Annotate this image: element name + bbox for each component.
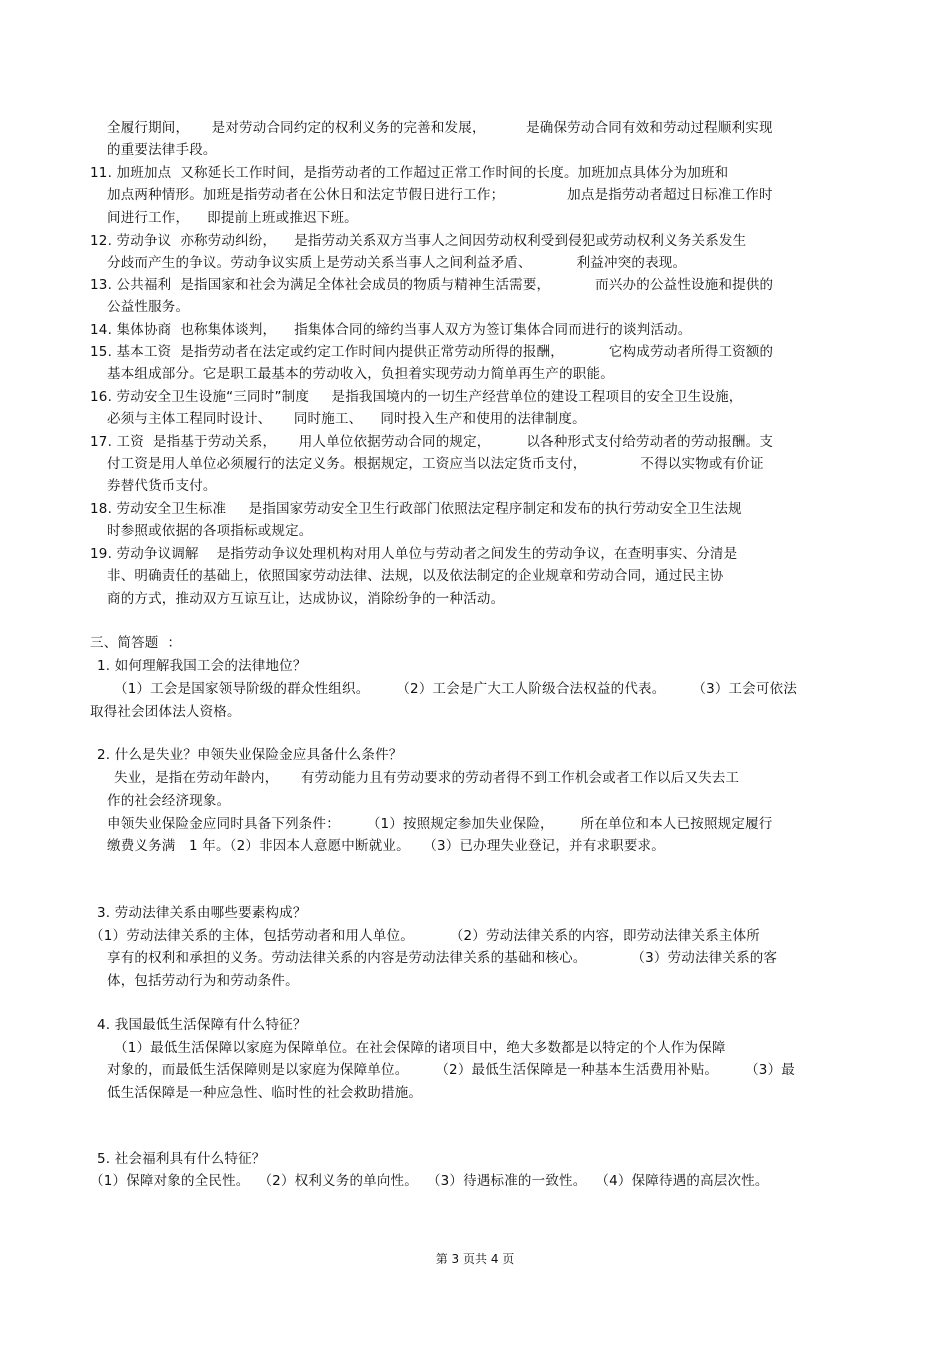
answer-line: 申领失业保险金应同时具备下列条件： （1）按照规定参加失业保险， 所在单位和本人已按照规定履行 (107, 816, 773, 832)
text-line: 公益性服务。 (107, 299, 190, 315)
text-line: 券替代货币支付。 (107, 478, 217, 494)
text-line: 付工资是用人单位必须履行的法定义务。根据规定，工资应当以法定货币支付， 不得以实物或有价证 (107, 456, 764, 472)
text-line: 13. 公共福利 是指国家和社会为满足全体社会成员的物质与精神生活需要， 而兴办的公益性设施和提供的 (90, 277, 774, 293)
answer-line: 取得社会团体法人资格。 (90, 704, 241, 720)
text-line: 14. 集体协商 也称集体谈判， 指集体合同的缔约当事人双方为签订集体合同而进行的谈判活动。 (90, 322, 692, 338)
answer-line: （1）最低生活保障以家庭为保障单位。在社会保障的诸项目中，绝大多数都是以特定的个人作为保障 (114, 1040, 726, 1056)
section-heading: 三、简答题 ： (90, 635, 182, 651)
answer-line: 失业，是指在劳动年龄内， 有劳动能力且有劳动要求的劳动者得不到工作机会或者工作以后又失去工 (114, 770, 740, 786)
text-line: 16. 劳动安全卫生设施“三同时”制度 是指我国境内的一切生产经营单位的建设工程项目的安全卫生设施， (90, 389, 743, 405)
question-title: 5. 社会福利具有什么特征？ (97, 1151, 266, 1167)
text-line: 间进行工作， 即提前上班或推迟下班。 (107, 210, 358, 226)
question-title: 3. 劳动法律关系由哪些要素构成？ (97, 905, 307, 921)
answer-line: （1）劳动法律关系的主体，包括劳动者和用人单位。 （2）劳动法律关系的内容，即劳动法律关系主体所 (90, 928, 761, 944)
answer-line: 低生活保障是一种应急性、临时性的社会救助措施。 (107, 1085, 423, 1101)
answer-line: 对象的，而最低生活保障则是以家庭为保障单位。 （2）最低生活保障是一种基本生活费用补贴。 （3）最 (107, 1062, 795, 1078)
text-line: 19. 劳动争议调解 是指劳动争议处理机构对用人单位与劳动者之间发生的劳动争议，在查明事实、分清是 (90, 546, 738, 562)
text-line: 15. 基本工资 是指劳动者在法定或约定工作时间内提供正常劳动所得的报酬， 它构成劳动者所得工资额的 (90, 344, 774, 360)
answer-line: 缴费义务满 1 年。（2）非因本人意愿中断就业。 （3）已办理失业登记，并有求职要求。 (107, 838, 665, 854)
text-line: 17. 工资 是指基于劳动关系， 用人单位依据劳动合同的规定， 以各种形式支付给劳动者的劳动报酬。支 (90, 434, 774, 450)
text-line: 全履行期间， 是对劳动合同约定的权利义务的完善和发展， 是确保劳动合同有效和劳动过程顺利实现 (107, 120, 773, 136)
text-line: 的重要法律手段。 (107, 142, 217, 158)
text-line: 非、明确责任的基础上，依照国家劳动法律、法规，以及依法制定的企业规章和劳动合同，通过民主协 (107, 568, 724, 584)
text-line: 加点两种情形。加班是指劳动者在公休日和法定节假日进行工作； 加点是指劳动者超过日标准工作时 (107, 187, 773, 203)
text-line: 商的方式，推动双方互谅互让，达成协议，消除纷争的一种活动。 (107, 591, 505, 607)
answer-line: 享有的权利和承担的义务。劳动法律关系的内容是劳动法律关系的基础和核心。 （3）劳动法律关系的客 (107, 950, 778, 966)
question-title: 1. 如何理解我国工会的法律地位？ (97, 658, 307, 674)
text-line: 时参照或依据的各项指标或规定。 (107, 523, 313, 539)
question-title: 2. 什么是失业？申领失业保险金应具备什么条件？ (97, 747, 403, 763)
text-line: 12. 劳动争议 亦称劳动纠纷， 是指劳动关系双方当事人之间因劳动权利受到侵犯或劳动权利义务关系发生 (90, 233, 747, 249)
answer-line: 作的社会经济现象。 (107, 793, 231, 809)
question-title: 4. 我国最低生活保障有什么特征？ (97, 1017, 307, 1033)
answer-line: 体，包括劳动行为和劳动条件。 (107, 973, 299, 989)
text-line: 11. 加班加点 又称延长工作时间，是指劳动者的工作超过正常工作时间的长度。加班加点具体分为加班和 (90, 165, 729, 181)
text-line: 18. 劳动安全卫生标准 是指国家劳动安全卫生行政部门依照法定程序制定和发布的执行劳动安全卫生法规 (90, 501, 742, 517)
answer-line: （1）工会是国家领导阶级的群众性组织。 （2）工会是广大工人阶级合法权益的代表。 （3）工会可依法 (114, 681, 798, 697)
text-line: 分歧而产生的争议。劳动争议实质上是劳动关系当事人之间利益矛盾、 利益冲突的表现。 (107, 255, 687, 271)
text-line: 必须与主体工程同时设计、 同时施工、 同时投入生产和使用的法律制度。 (107, 411, 586, 427)
answer-line: （1）保障对象的全民性。 （2）权利义务的单向性。 （3）待遇标准的一致性。 （4）保障待遇的高层次性。 (90, 1173, 769, 1189)
text-line: 基本组成部分。它是职工最基本的劳动收入，负担着实现劳动力简单再生产的职能。 (107, 366, 614, 382)
page-number: 第 3 页共 4 页 (435, 1252, 515, 1266)
